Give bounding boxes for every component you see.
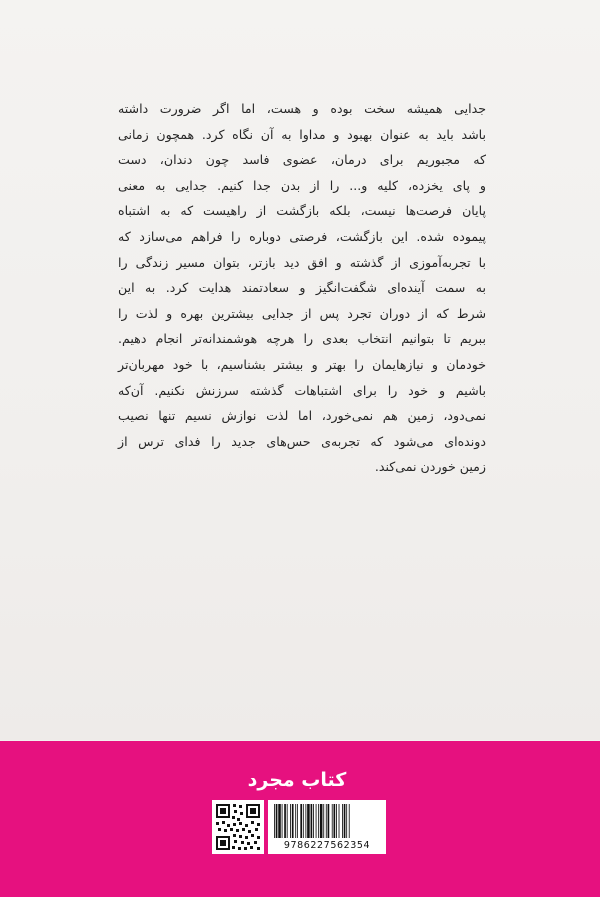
blurb-line: خودمان و نیازهایمان را بهتر و بیشتر بشناسیم، با خود مهربان‌تر bbox=[118, 356, 486, 372]
isbn-number: 9786227562354 bbox=[283, 840, 371, 851]
barcode-bar bbox=[276, 804, 278, 838]
barcode-bar bbox=[282, 804, 283, 838]
blurb-line: با تجربه‌آموزی از گذشته و افق دید بازتر، بتوان مسیر زندگی را bbox=[118, 254, 486, 270]
barcode-bar bbox=[292, 804, 294, 838]
blurb-line: و پای یخزده، کلیه و... را از بدن جدا کنیم. جدایی به معنی bbox=[118, 177, 486, 193]
barcode-bar bbox=[323, 804, 324, 838]
barcode-bar bbox=[297, 804, 298, 838]
blurb-line: ببریم تا بتوانیم انتخاب بعدی را هرچه هوشمندانه‌تر انجام دهیم. bbox=[118, 331, 486, 347]
barcode-bar bbox=[300, 804, 302, 838]
barcode-bar bbox=[332, 804, 333, 838]
barcode-bar bbox=[303, 804, 304, 838]
barcode-bar bbox=[307, 804, 310, 838]
barcode-bars bbox=[268, 800, 386, 842]
barcode-bar bbox=[287, 804, 288, 838]
blurb-line: پایان فرصت‌ها نیست، بلکه بازگشت از راهیست که به اشتباه bbox=[118, 203, 486, 219]
back-cover-blurb bbox=[118, 96, 486, 480]
barcode-bar bbox=[290, 804, 291, 838]
barcode-bar bbox=[313, 804, 314, 838]
barcode-bar bbox=[278, 804, 281, 838]
barcode-bar bbox=[311, 804, 313, 838]
barcode-bar bbox=[339, 804, 340, 838]
barcode-bar bbox=[305, 804, 306, 838]
blurb-line: جدایی همیشه سخت بوده و هست، اما اگر ضرورت داشته bbox=[118, 101, 486, 116]
barcode-bar bbox=[346, 804, 347, 838]
publisher-logo-text: کتاب مجرد bbox=[247, 769, 347, 791]
barcode-bar bbox=[316, 804, 317, 838]
barcode-bar bbox=[326, 804, 327, 838]
blurb-line: شرط که از دوران تجرد پس از جدایی بیشترین بهره و لذت را bbox=[118, 305, 486, 321]
barcode-bar bbox=[342, 804, 343, 838]
barcode-bar bbox=[320, 804, 323, 838]
blurb-line-last: زمین خوردن نمی‌کند. bbox=[374, 459, 486, 475]
barcode-bar bbox=[318, 804, 319, 838]
barcode-bar bbox=[349, 804, 350, 838]
blurb-line: پیموده شده. این بازگشت، فرصتی دوباره را فراهم می‌سازد که bbox=[118, 228, 486, 244]
blurb-line: باشیم و خود را برای اشتباهات گذشته سرزنش نکنیم. آن‌که bbox=[118, 382, 486, 398]
barcode-bar bbox=[336, 804, 337, 838]
blurb-line: نمی‌دود، زمین هم نمی‌خورد، اما لذت نوازش نسیم تنها نصیب bbox=[118, 408, 486, 424]
blurb-line: به سمت آینده‌ای شگفت‌انگیز و سعادتمند هدایت کرد. به این bbox=[118, 280, 486, 296]
publisher-logo bbox=[233, 765, 361, 795]
blurb-line: که مجبوریم برای درمان، عضوی فاسد چون دندان، دست bbox=[118, 152, 486, 168]
isbn-barcode bbox=[268, 800, 386, 854]
barcode-bar bbox=[334, 804, 336, 838]
barcode-bar bbox=[284, 804, 286, 838]
barcode-bar bbox=[328, 804, 330, 838]
barcode-bar bbox=[344, 804, 346, 838]
blurb-line: باشد باید به عنوان بهبود و مداوا به آن نگاه کرد. همچون زمانی bbox=[118, 126, 486, 142]
barcode-bar bbox=[274, 804, 275, 838]
blurb-line: دونده‌ای می‌شود که تجربه‌ی حس‌های جدید را فدای ترس از bbox=[118, 433, 486, 449]
qr-code bbox=[212, 800, 264, 854]
qr-code-graphic bbox=[212, 800, 264, 854]
barcode-bar bbox=[295, 804, 296, 838]
